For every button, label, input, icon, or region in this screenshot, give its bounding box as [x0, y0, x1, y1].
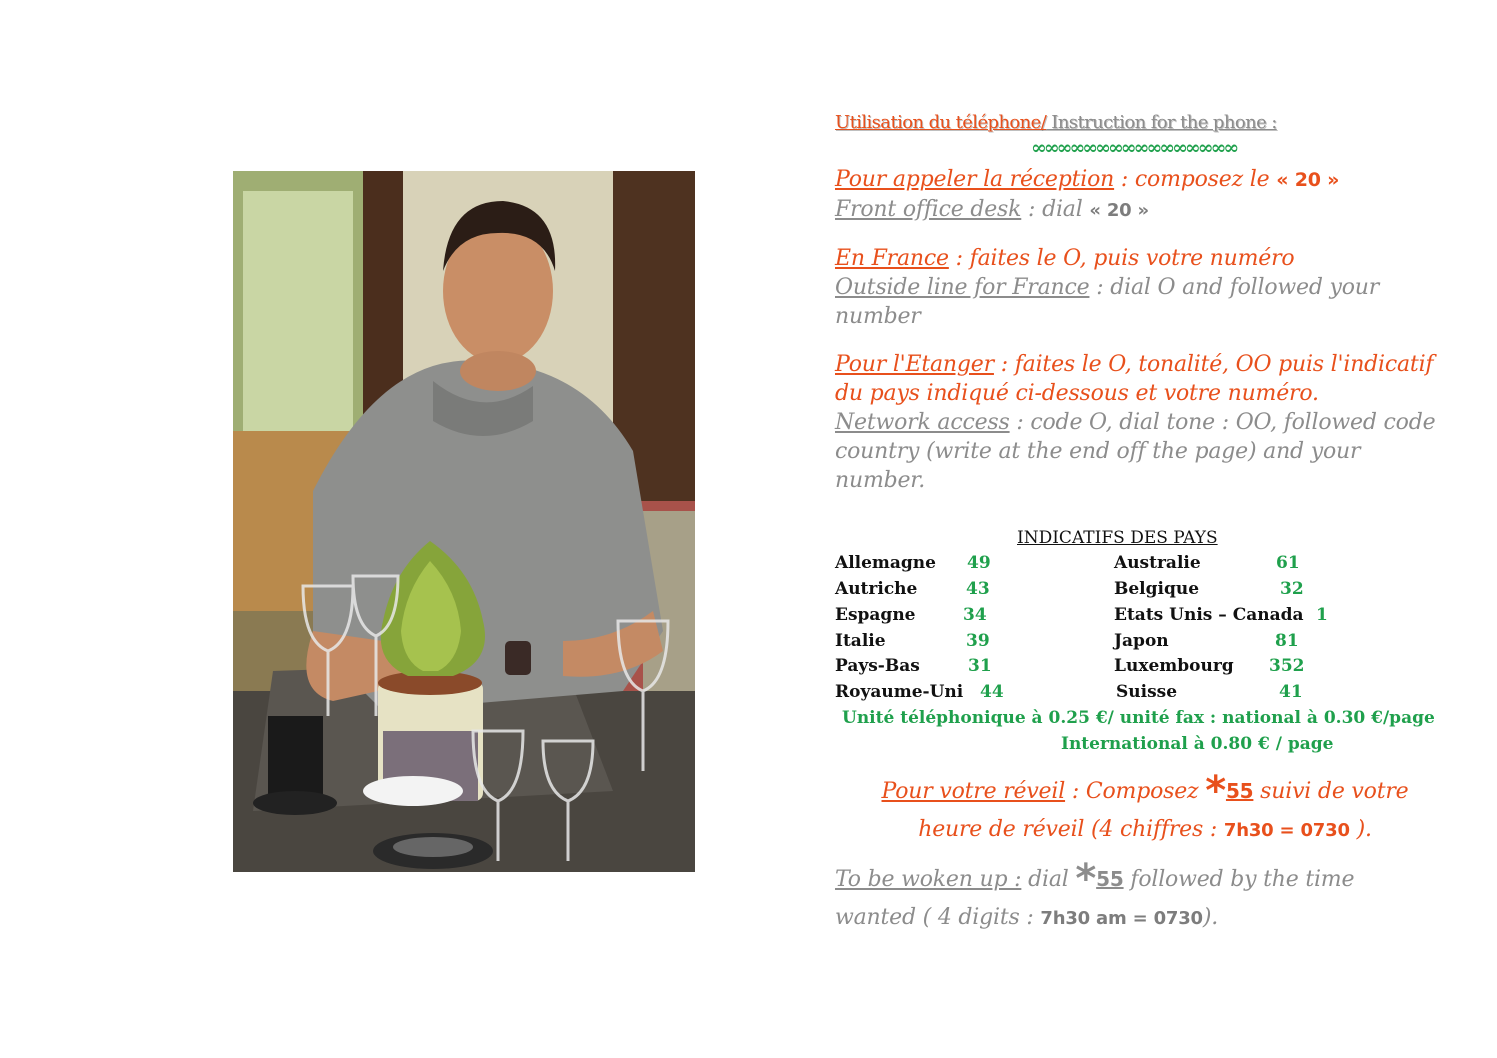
france-en-text: : dial O and followed your number: [835, 275, 1380, 329]
rates-line-2: International à 0.80 € / page: [1061, 734, 1334, 754]
country-codes-title: INDICATIFS DES PAYS: [1017, 528, 1218, 548]
abroad-fr: [835, 350, 1455, 408]
wakeup-en-number: 55: [1096, 867, 1124, 891]
country-code-row: [835, 631, 886, 651]
france-fr-text: : faites le O, puis votre numéro: [948, 246, 1295, 271]
wakeup-fr-text: : Composez: [1065, 779, 1206, 804]
country-name: Pays-Bas: [835, 656, 920, 676]
wakeup-fr-label: Pour votre réveil: [881, 779, 1066, 804]
wakeup-en-text: dial: [1021, 867, 1076, 892]
country-name: Suisse: [1116, 682, 1178, 702]
country-code-row: [835, 682, 963, 702]
country-code: 1: [1316, 605, 1328, 625]
country-name: Etats Unis – Canada: [1114, 605, 1304, 625]
country-code-row: [1114, 656, 1234, 676]
decorative-divider: ∞∞∞∞∞∞∞∞∞∞∞∞∞∞∞∞: [1031, 137, 1237, 159]
reception-fr-label: Pour appeler la réception: [835, 167, 1115, 192]
wakeup-en-example: 7h30 am = 0730: [1040, 908, 1203, 929]
country-code-row: [1114, 553, 1201, 573]
wakeup-fr: [835, 766, 1455, 850]
star-icon: *: [1075, 856, 1097, 902]
abroad-section: [835, 350, 1455, 495]
wakeup-en-text-4: ).: [1202, 905, 1219, 930]
abroad-fr-text: : faites le O, tonalité, OO puis l'indicatif du pays indiqué ci-dessous et votre numéro.: [835, 352, 1434, 406]
country-code-row: [1114, 579, 1199, 599]
wakeup-fr-text-2: suivi de votre: [1253, 779, 1409, 804]
country-name: Italie: [835, 631, 886, 651]
reception-number: « 20 »: [1276, 169, 1340, 191]
country-code: 39: [966, 631, 990, 651]
country-code-row: [1114, 631, 1169, 651]
country-code-row: [835, 605, 916, 625]
country-code: 43: [966, 579, 990, 599]
abroad-en-text: : code O, dial tone : OO, followed code country (write at the end off the page) and your number.: [835, 410, 1436, 493]
country-code-row: [835, 656, 920, 676]
instructions-title: [835, 112, 1277, 133]
country-code: 49: [967, 553, 991, 573]
reception-en-text: : dial: [1021, 197, 1090, 222]
title-en: Instruction for the phone :: [1046, 112, 1277, 133]
country-code: 34: [963, 605, 987, 625]
reception-fr-text: : composez le: [1114, 167, 1277, 192]
chef-photo: [233, 171, 695, 872]
country-name: Australie: [1114, 553, 1201, 573]
france-fr: [835, 244, 1455, 273]
abroad-en: [835, 408, 1455, 495]
country-code: 81: [1275, 631, 1299, 651]
country-code-row: [835, 579, 917, 599]
wakeup-fr-line-2: [835, 811, 1455, 850]
country-name: Japon: [1114, 631, 1169, 651]
country-code: 41: [1279, 682, 1303, 702]
country-code: 61: [1276, 553, 1300, 573]
reception-en-number: « 20 »: [1089, 200, 1149, 221]
star-icon: *: [1205, 768, 1226, 814]
country-code-row: [1114, 605, 1304, 625]
country-code: 32: [1280, 579, 1304, 599]
wakeup-en: [835, 854, 1455, 938]
photo-illustration: [233, 171, 695, 872]
country-name: Espagne: [835, 605, 916, 625]
wakeup-fr-text-4: ).: [1349, 817, 1372, 842]
title-fr: Utilisation du téléphone/: [835, 112, 1047, 133]
country-name: Luxembourg: [1114, 656, 1234, 676]
country-code: 44: [980, 682, 1004, 702]
france-section: [835, 244, 1455, 331]
abroad-en-label: Network access: [835, 410, 1010, 435]
france-en: [835, 273, 1455, 331]
country-code: 352: [1269, 656, 1305, 676]
france-fr-label: En France: [835, 246, 949, 271]
france-en-label: Outside line for France: [835, 275, 1090, 300]
rates-line-1: Unité téléphonique à 0.25 €/ unité fax : national à 0.30 €/page: [842, 708, 1435, 728]
wakeup-en-text-3: wanted ( 4 digits :: [835, 905, 1041, 930]
wakeup-en-line-1: [835, 854, 1455, 902]
reception-section: [835, 165, 1455, 225]
country-name: Autriche: [835, 579, 918, 599]
country-code-row: [1116, 682, 1177, 702]
country-name: Royaume-Uni: [835, 682, 964, 702]
wakeup-fr-example: 7h30 = 0730: [1223, 820, 1350, 841]
wakeup-en-label: To be woken up :: [835, 867, 1022, 892]
wakeup-en-line-2: [835, 899, 1455, 938]
wakeup-en-text-2: followed by the time: [1123, 867, 1355, 892]
reception-en: [835, 195, 1455, 225]
wakeup-number: 55: [1225, 779, 1254, 803]
wakeup-fr-line-1: [835, 766, 1455, 814]
country-name: Belgique: [1114, 579, 1200, 599]
country-code: 31: [968, 656, 992, 676]
abroad-fr-label: Pour l'Etanger: [835, 352, 994, 377]
country-code-row: [835, 553, 936, 573]
reception-en-label: Front office desk: [835, 197, 1022, 222]
country-name: Allemagne: [835, 553, 936, 573]
reception-fr: [835, 165, 1455, 195]
wakeup-fr-text-3: heure de réveil (4 chiffres :: [918, 817, 1224, 842]
